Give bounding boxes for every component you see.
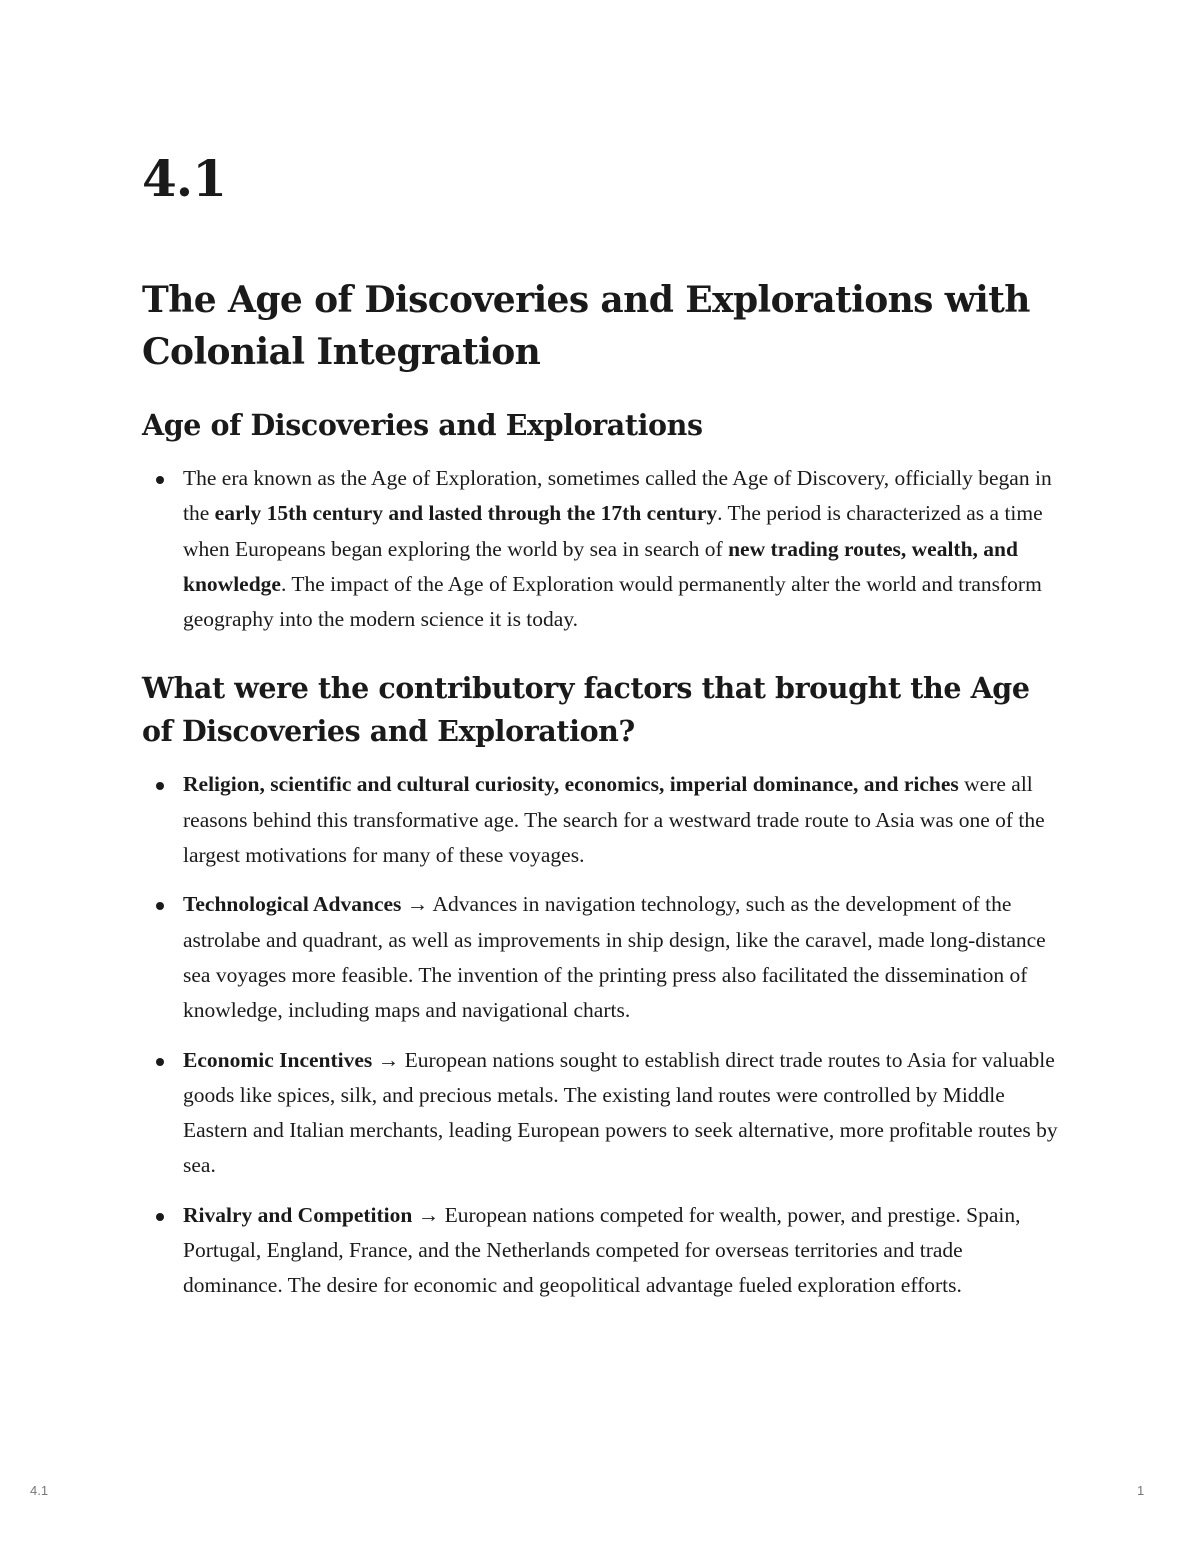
bullet-icon bbox=[156, 902, 164, 910]
text-run: were all reasons behind this transformative age. The search for a westward trade route to Asia was one of the largest motivations for many of these voyages. bbox=[183, 772, 1045, 868]
list-item bbox=[142, 887, 1062, 1028]
text-run: → Advances in navigation technology, such as the development of the astrolabe and quadrant, as well as improvements in ship design, like the caravel, made long-distance sea voyages more feasible. The invention of the printing press also facilitated the dissemination of knowledge, including maps and navigational charts. bbox=[183, 892, 1046, 1023]
footer-doc-label: 4.1 bbox=[30, 1483, 49, 1498]
section-age-of-discoveries bbox=[142, 404, 1062, 637]
text-run: . The period is characterized as a time when Europeans began exploring the world by sea in search of bbox=[183, 501, 1043, 561]
bullet-list bbox=[142, 767, 1062, 1303]
list-item bbox=[142, 767, 1062, 873]
list-item bbox=[142, 461, 1062, 637]
bold-text-run: Rivalry and Competition bbox=[183, 1202, 413, 1227]
bold-text-run: Economic Incentives bbox=[183, 1047, 373, 1072]
bold-text-run: new trading routes, wealth, and knowledge bbox=[183, 536, 1018, 596]
bold-text-run: Religion, scientific and cultural curiosity, economics, imperial dominance, and riches bbox=[183, 772, 959, 797]
section-heading: Age of Discoveries and Explorations bbox=[142, 408, 703, 442]
footer-page-number: 1 bbox=[1137, 1483, 1145, 1498]
bullet-icon bbox=[156, 1058, 164, 1066]
document-title: The Age of Discoveries and Explorations with Colonial Integration bbox=[142, 279, 1030, 373]
section-heading: What were the contributory factors that brought the Age of Discoveries and Exploration? bbox=[142, 671, 1030, 749]
bullet-icon bbox=[156, 1213, 164, 1221]
bold-text-run: Technological Advances bbox=[183, 892, 402, 917]
text-run: The era known as the Age of Exploration, sometimes called the Age of Discovery, officially began in the bbox=[183, 466, 1052, 526]
bullet-list bbox=[142, 461, 1062, 637]
text-run: . The impact of the Age of Exploration would permanently alter the world and transform geography into the modern science it is today. bbox=[183, 571, 1042, 632]
section-contributory-factors bbox=[142, 667, 1062, 1303]
list-item bbox=[142, 1198, 1062, 1304]
list-item bbox=[142, 1043, 1062, 1184]
bullet-icon bbox=[156, 476, 164, 484]
text-run: → European nations competed for wealth, power, and prestige. Spain, Portugal, England, France, and the Netherlands competed for overseas territories and trade dominance. The desire for economic and geopolitical advantage fueled exploration efforts. bbox=[183, 1202, 1021, 1298]
document-page bbox=[142, 150, 1062, 1318]
document-number: 4.1 bbox=[142, 149, 226, 208]
bullet-icon bbox=[156, 782, 164, 790]
bold-text-run: early 15th century and lasted through the 17th century bbox=[214, 501, 718, 526]
text-run: → European nations sought to establish direct trade routes to Asia for valuable goods like spices, silk, and precious metals. The existing land routes were controlled by Middle Eastern and Italian merchants, leading European powers to seek alternative, more profitable routes by sea. bbox=[183, 1047, 1058, 1178]
